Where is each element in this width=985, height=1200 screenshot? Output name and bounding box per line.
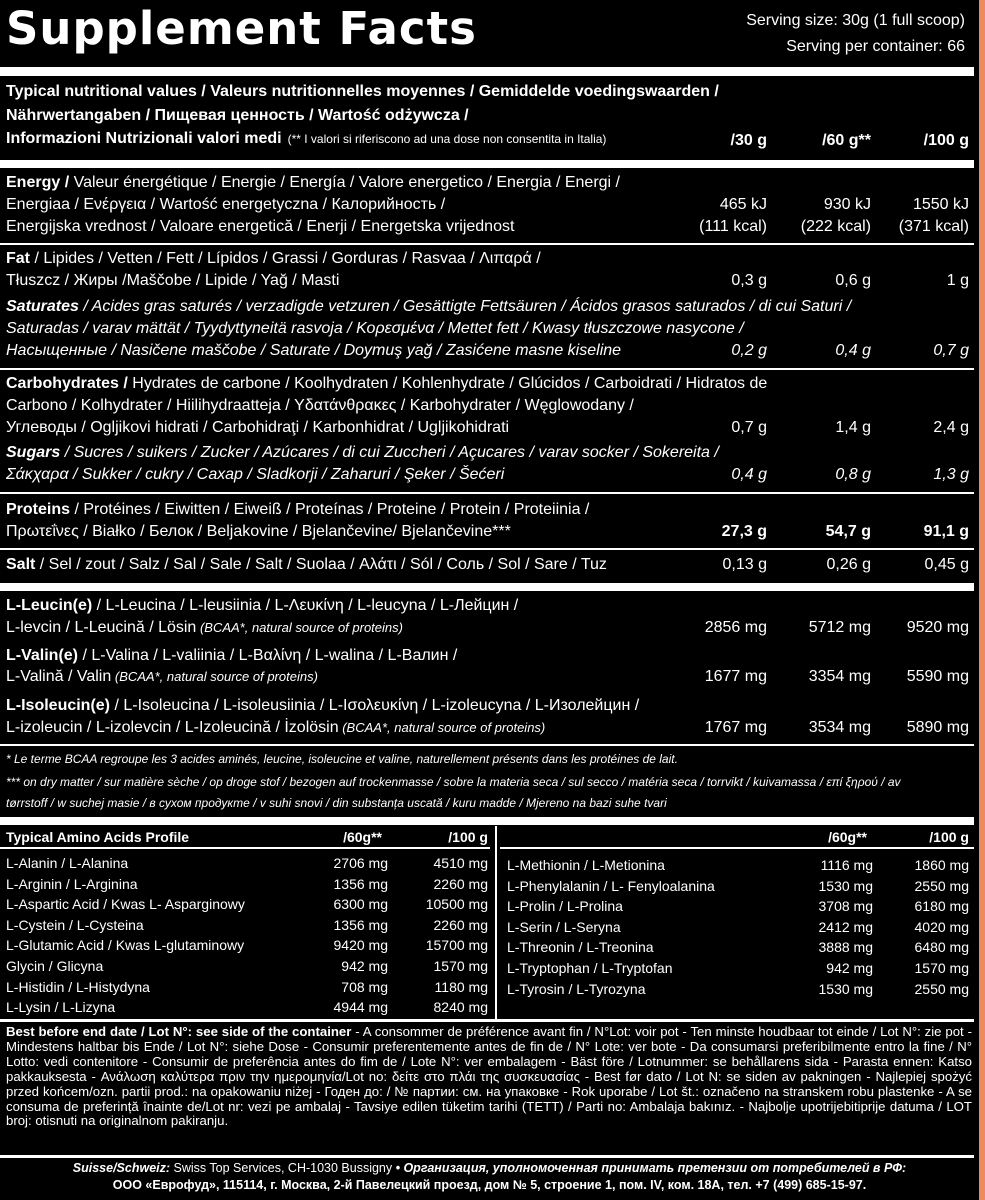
carbs-line-2: Carbono / Kolhydrater / Hiilihydraatteja / Υδατάνθρακες / Karbohydrater / Węglowodany / [6,397,634,414]
left-amino-100g: 8240 mg [433,999,488,1016]
footer-line-2: ООО «Еврофуд», 115114, г. Москва, 2-й Павелецкий проезд, дом № 5, строение 1, пом. IV, ком. 18А, тел. +7 (499) 685-15-97. [112,1178,867,1192]
isoleucine-line-1: L-Isoleucin(e) / L-Isoleucina / L-isoleusiinia / L-Ισολευκίνη / L-izoleucyna / L-Изолейцин / [6,697,640,714]
energy-line-1: Energy / Valeur énergétique / Energie / Energía / Valore energetico / Energia / Energi / [6,174,620,191]
divider [0,243,974,245]
right-amino-name: L-Phenylalanin / L- Fenyloalanina [507,877,715,894]
right-amino-name: L-Prolin / L-Prolina [507,898,623,915]
valine-100g: 5590 mg [906,668,969,685]
salt-100g: 0,45 g [924,556,969,573]
divider-thick [0,67,974,76]
divider [0,368,974,370]
energy-kcal-30g: (111 kcal) [699,218,767,235]
left-amino-100g: 2260 mg [433,875,488,892]
header-note: (** I valori si riferiscono ad una dose non consentita in Italia) [287,132,607,146]
amino-left-col-100g: /100 g [448,829,488,845]
leucine-line-1: L-Leucin(e) / L-Leucina / L-leusiinia / L-Λευκίνη / L-leucyna / L-Лейцин / [6,597,519,614]
divider [0,1019,974,1022]
amino-right-underline [500,847,974,849]
left-amino-name: Glycin / Glicyna [6,958,104,974]
leucine-60g: 5712 mg [808,619,871,636]
saturates-60g: 0,4 g [835,342,871,359]
left-amino-60g: 2706 mg [333,855,388,871]
divider-thick [0,583,974,591]
label-title: Supplement Facts [6,2,477,55]
footer [0,1160,979,1194]
left-amino-name: L-Cystein / L-Cysteina [6,916,144,933]
salt-line-1: Salt / Sel / zout / Salz / Sal / Sale / Salt / Suolaa / Αλάτι / Sól / Соль / Sol / Sare / Tuz [6,556,607,573]
amino-column-divider [495,826,497,1020]
amino-left-underline [0,847,490,849]
right-amino-60g: 2412 mg [818,918,873,935]
sugars-60g: 0,8 g [835,466,871,483]
header-line-2: Nährwertangaben / Пищевая ценность / Wartość odżywcza / [6,107,469,124]
valine-30g: 1677 mg [704,668,767,685]
divider [0,744,974,746]
left-amino-100g: 10500 mg [425,896,488,913]
proteins-30g: 27,3 g [721,523,767,540]
header-line-3-text: Informazioni Nutrizionali valori medi [6,130,282,147]
amino-right-col-100g: /100 g [929,829,969,845]
carbs-line-3: Углеводы / Ogljikovi hidrati / Carbohidraţi / Karbonhidrat / Ugljikohidrati [6,419,510,436]
left-amino-100g: 15700 mg [425,937,488,954]
carbs-30g: 0,7 g [731,419,767,436]
isoleucine-100g: 5890 mg [906,719,969,736]
right-amino-100g: 1570 mg [914,960,969,976]
proteins-60g: 54,7 g [825,523,871,540]
isoleucine-60g: 3534 mg [808,719,871,736]
sugars-30g: 0,4 g [731,466,767,483]
fat-30g: 0,3 g [731,272,767,289]
header-line-3 [6,131,606,147]
col-header-30g: /30 g [730,132,767,149]
left-amino-name: L-Aspartic Acid / Kwas L- Asparginowy [6,896,245,913]
fat-line-1: Fat / Lipides / Vetten / Fett / Lípidos / Grassi / Gorduras / Rasvaa / Λιπαρά / [6,250,541,267]
saturates-100g: 0,7 g [933,342,969,359]
sugars-line-1: Sugars / Sucres / suikers / Zucker / Azúcares / di cui Zuccheri / Açucares / varav socker / Sokereita / [6,444,719,461]
left-amino-100g: 4510 mg [433,855,488,871]
amino-right-col-60g: /60g** [828,829,867,845]
fat-line-2: Tłuszcz / Жиры /Maščobe / Lipide / Yağ / Masti [6,272,340,289]
energy-line-3: Energijska vrednost / Valoare energetică / Enerji / Energetska vrijednost [6,218,515,235]
right-amino-name: L-Tryptophan / L-Tryptofan [507,960,673,976]
divider [0,492,974,494]
dry-matter-note-2: tørrstoff / w suchej masie / в сухом продукте / v suhi snovi / din substanța uscată / kuru madde / Mjereno na bazi suhe tvari [6,796,667,810]
left-amino-name: L-Histidin / L-Histydyna [6,978,150,995]
salt-30g: 0,13 g [722,556,767,573]
right-amino-100g: 1860 mg [914,857,969,873]
serving-size: Serving size: 30g (1 full scoop) [746,12,965,29]
proteins-line-1: Proteins / Protéines / Eiwitten / Eiweiß / Proteínas / Proteine / Protein / Proteiinia / [6,501,590,518]
left-amino-100g: 2260 mg [433,916,488,933]
right-amino-60g: 1116 mg [820,857,873,873]
right-amino-100g: 4020 mg [914,918,969,935]
left-amino-60g: 6300 mg [333,896,388,913]
sugars-100g: 1,3 g [933,466,969,483]
energy-kj-30g: 465 kJ [719,196,767,213]
carbs-100g: 2,4 g [933,419,969,436]
left-amino-60g: 1356 mg [333,875,388,892]
right-amino-100g: 6180 mg [914,898,969,915]
energy-kj-60g: 930 kJ [823,196,871,213]
right-amino-60g: 3888 mg [818,939,873,956]
bcaa-note: * Le terme BCAA regroupe les 3 acides aminés, leucine, isoleucine et valine, naturellement présents dans les protéines de lait. [6,752,678,766]
left-amino-60g: 4944 mg [333,999,388,1016]
energy-kcal-60g: (222 kcal) [800,218,871,235]
col-header-60g: /60 g** [822,132,871,149]
leucine-100g: 9520 mg [906,619,969,636]
saturates-line-3: Насыщенные / Nasičene maščobe / Saturate / Doymuş yağ / Zasićene masne kiseline [6,342,622,359]
saturates-line-2: Saturadas / varav mättät / Tyydyttyneitä rasvoja / Κορεσμένα / Mettet fett / Kwasy tłuszczowe nasycone / [6,320,744,337]
right-amino-60g: 1530 mg [818,980,873,997]
best-before-text: Best before end date / Lot N°: see side of the container - A consommer de préférence avant fin / N°Lot: voir pot - Ten minste houdbaar tot einde / Lot N°: zie pot - Mindestens haltbar bis Ende / Lot N°: siehe Dose - Consumir preferentemente antes de fin de / N° Lote: ver bote - Da consumarsi preferibilmente entro la fine / N° Lotto: vedi contenitore - Consumir de preferência antes do fim de / Lote N°: ver embalagem - Bäst före / Lotnummer: se behållarens sida - Parasta ennen: Katso pakkauksesta - Ανάλωση καλύτερα πριν την ημερομηνία/Lot no: δείτε στο πλάι της συσκευασίας - Best før dato / Lot N: se siden av pakningen - Najlepiej spożyć przed końcem/ozn. partii prod.: na opakowaniu niżej - Годен до: / № партии: см. на упаковке - Rok uporabe / Lot št.: označeno na stranskem robu plastenke - A se consuma de preferință înainte de/Lot nr: vezi pe ambalaj - Tavsiye edilen tüketim tarihi (TETT) / Parti no: Ambalaja bakınız. - Najbolje upotrijebitiprije datuma / LOT broj: otisnuti na originalnom pakiranju. [6,1024,972,1129]
right-amino-60g: 942 mg [826,960,873,976]
amino-title: Typical Amino Acids Profile [6,829,190,845]
fat-100g: 1 g [946,272,969,289]
right-amino-100g: 6480 mg [914,939,969,956]
left-amino-name: L-Alanin / L-Alanina [6,855,129,871]
header-line-1: Typical nutritional values / Valeurs nutritionnelles moyennes / Gemiddelde voedingswaarden / [6,83,719,100]
footer-line-1: Suisse/Schweiz: Swiss Top Services, CH-1030 Bussigny • Организация, уполномоченная принимать претензии от потребителей в РФ: [72,1161,907,1175]
left-amino-name: L-Lysin / L-Lizyna [6,999,116,1016]
leucine-line-2: L-levcin / L-Leucină / Lösin (BCAA*, natural source of proteins) [6,619,403,636]
right-amino-name: L-Threonin / L-Treonina [507,939,654,956]
valine-line-1: L-Valin(e) / L-Valina / L-valiinia / L-Βαλίνη / L-walina / L-Валин / [6,647,458,664]
left-amino-60g: 1356 mg [333,916,388,933]
left-amino-60g: 9420 mg [333,937,388,954]
right-amino-name: L-Tyrosin / L-Tyrozyna [507,980,646,997]
right-amino-name: L-Methionin / L-Metionina [507,857,665,873]
proteins-100g: 91,1 g [923,523,969,540]
carbs-line-1: Carbohydrates / Hydrates de carbone / Koolhydraten / Kohlenhydrate / Glúcidos / Carboidrati / Hidratos de [6,375,768,392]
carbs-60g: 1,4 g [835,419,871,436]
leucine-30g: 2856 mg [704,619,767,636]
col-header-100g: /100 g [923,132,969,149]
right-amino-100g: 2550 mg [914,980,969,997]
salt-60g: 0,26 g [826,556,871,573]
fat-60g: 0,6 g [835,272,871,289]
divider [0,1155,974,1158]
left-amino-name: L-Glutamic Acid / Kwas L-glutaminowy [6,937,245,954]
isoleucine-30g: 1767 mg [704,719,767,736]
right-amino-60g: 1530 mg [818,877,873,894]
proteins-line-2: Πρωτεΐνες / Białko / Белок / Beljakovine / Bjelančevine/ Bjelančevine*** [6,523,511,540]
left-amino-100g: 1570 mg [433,958,488,974]
right-amino-100g: 2550 mg [914,877,969,894]
isoleucine-line-2: L-izoleucin / L-izolevcin / L-Izoleucină / İzolösin (BCAA*, natural source of proteins) [6,719,546,736]
left-amino-name: L-Arginin / L-Arginina [6,875,138,892]
energy-line-2: Energiaa / Ενέργεια / Wartość energetyczna / Калорийность / [6,196,446,213]
valine-60g: 3354 mg [808,668,871,685]
energy-kcal-100g: (371 kcal) [898,218,969,235]
amino-left-col-60g: /60g** [343,829,382,845]
left-amino-100g: 1180 mg [434,978,488,995]
right-amino-60g: 3708 mg [818,898,873,915]
saturates-30g: 0,2 g [731,342,767,359]
valine-line-2: L-Valină / Valin (BCAA*, natural source of proteins) [6,668,318,685]
right-amino-name: L-Serin / L-Seryna [507,918,621,935]
left-amino-60g: 708 mg [341,978,388,995]
serving-per-container: Serving per container: 66 [786,38,965,55]
divider-thick [0,160,974,168]
divider-thick [0,817,974,825]
dry-matter-note-1: *** on dry matter / sur matière sèche / op droge stof / bezogen auf trockenmasse / sobre la materia seca / sul secco / matéria seca / torrvikt / kuivamassa / επί ξηρού / av [6,775,901,789]
divider [0,548,974,550]
saturates-line-1: Saturates / Acides gras saturés / verzadigde vetzuren / Gesättigte Fettsäuren / Ácidos grasos saturados / di cui Saturi / [6,298,852,315]
sugars-line-2: Σάκχαρα / Sukker / cukry / Сахар / Sladkorji / Zaharuri / Şeker / Šećeri [6,466,505,483]
left-amino-60g: 942 mg [341,958,388,974]
energy-kj-100g: 1550 kJ [912,196,969,213]
